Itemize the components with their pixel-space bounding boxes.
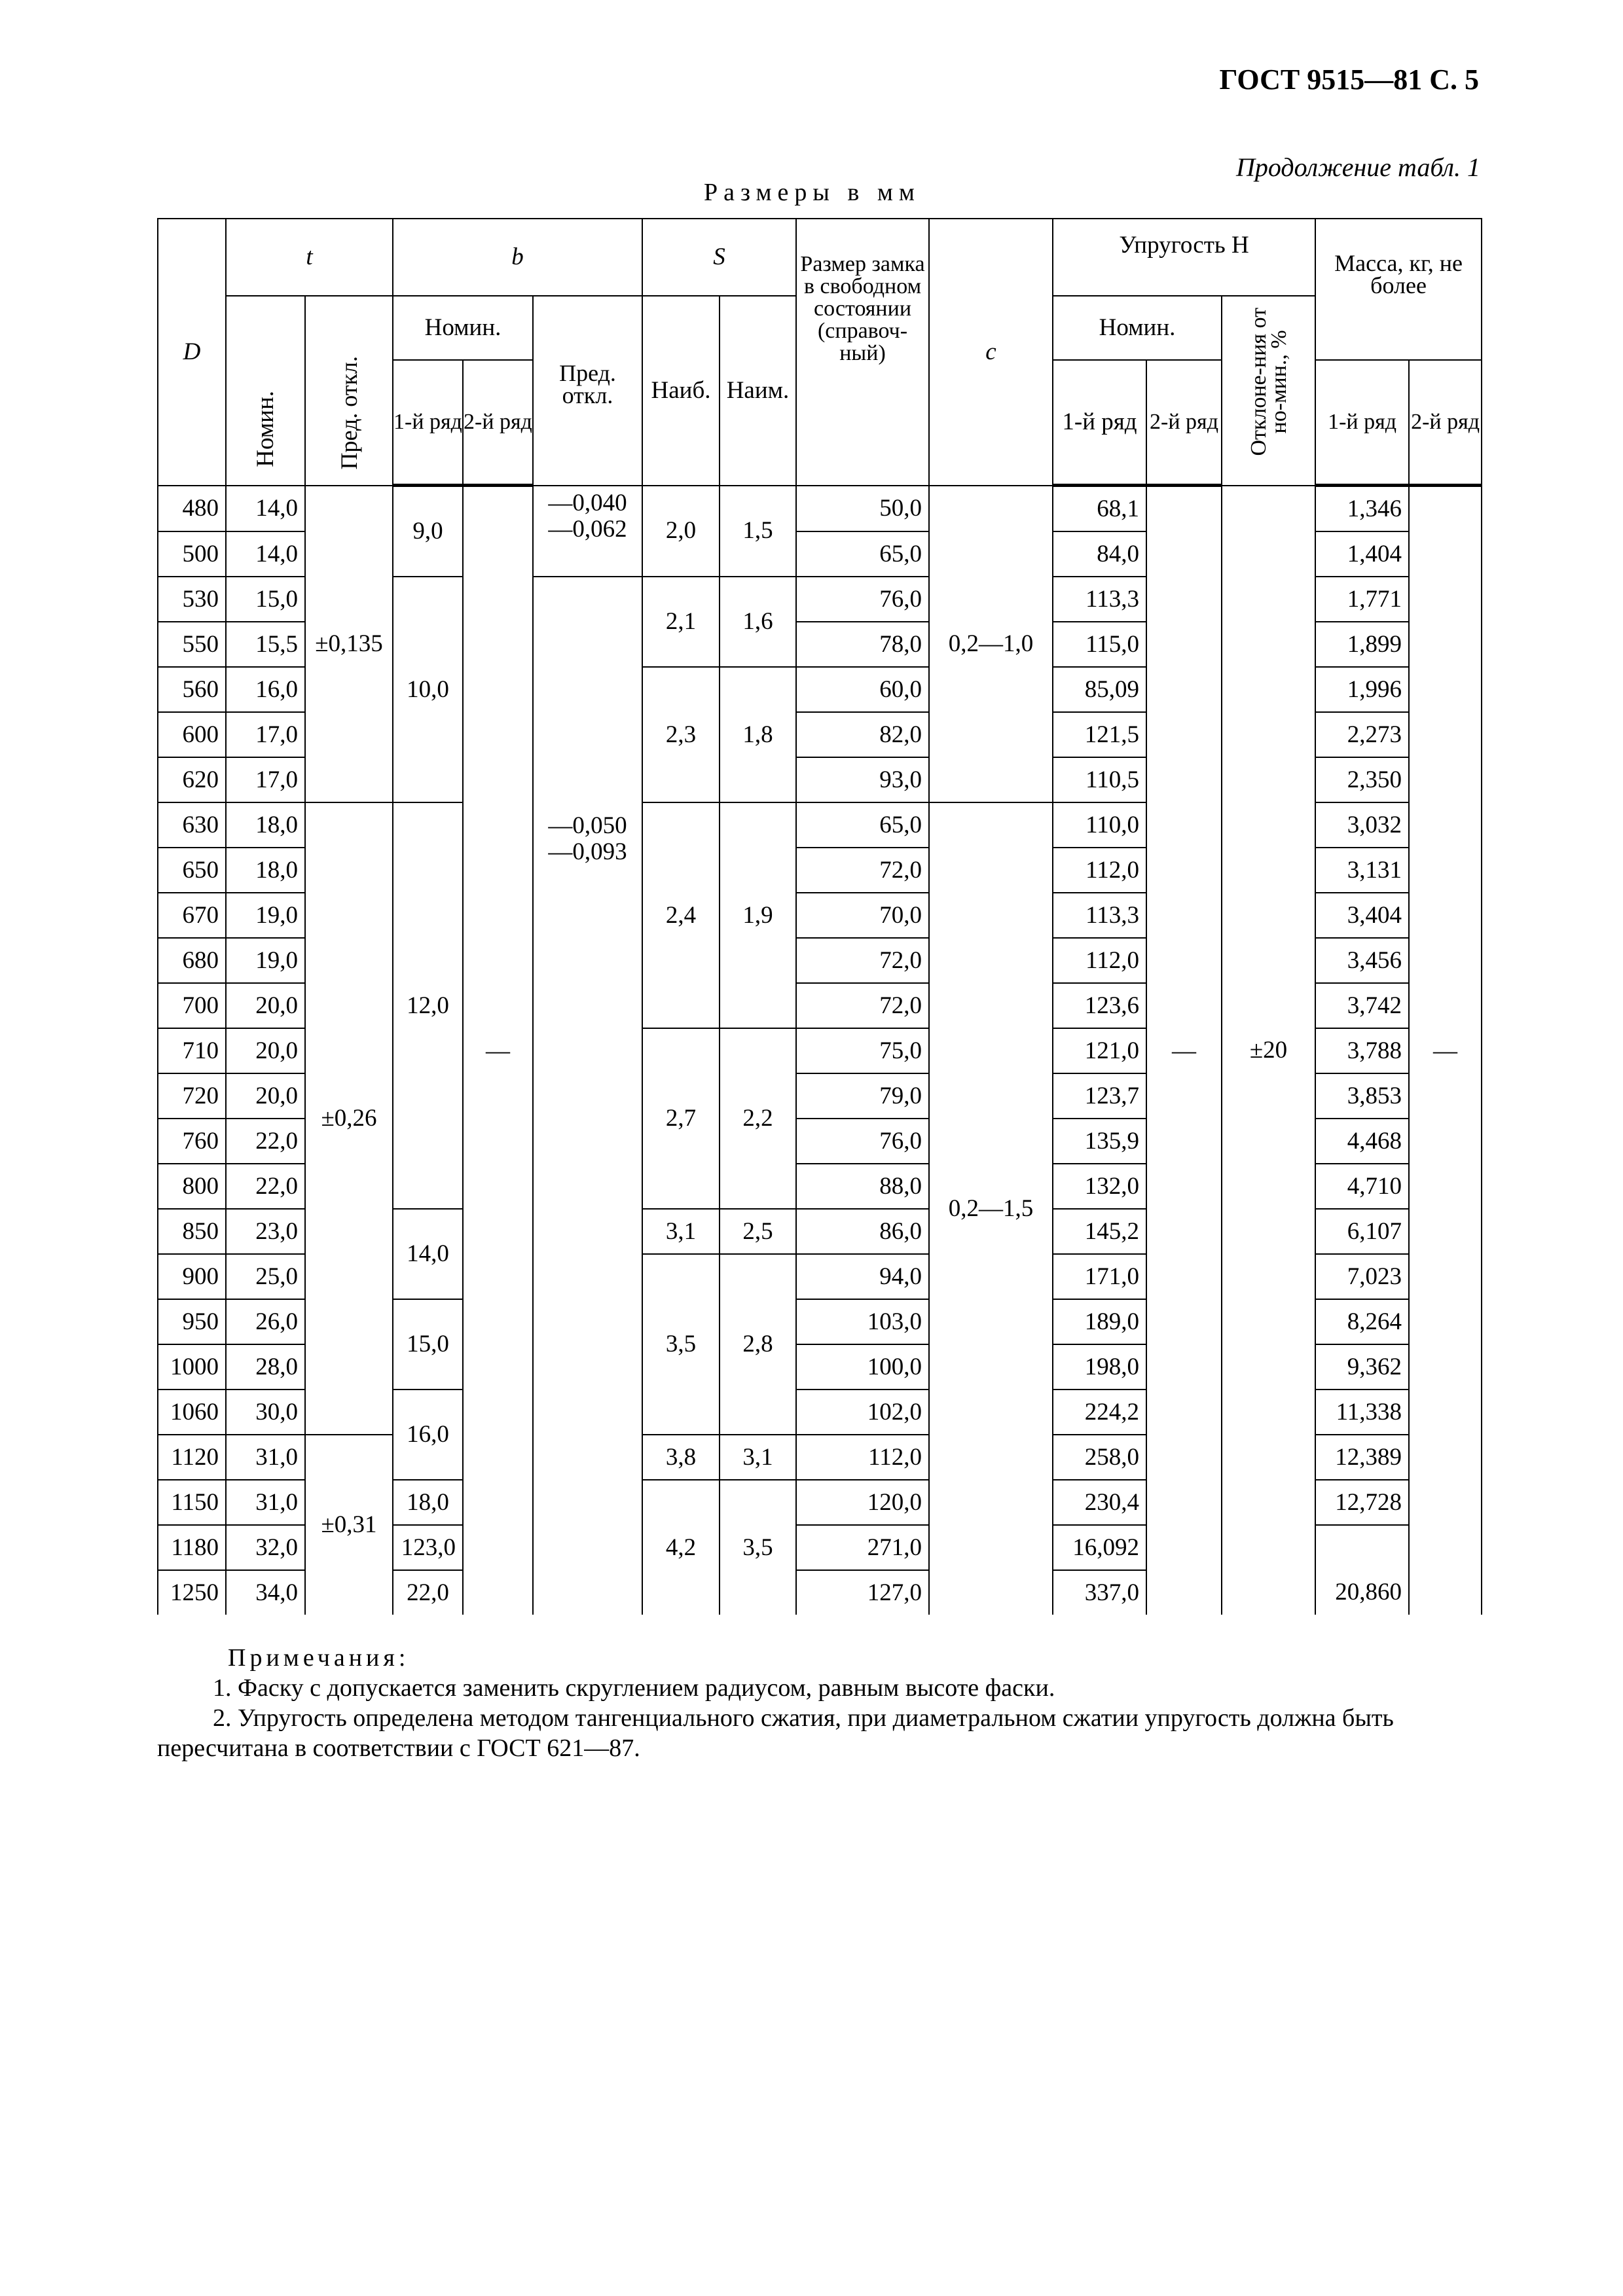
- header-elasticity-nominal: Номин.: [1053, 296, 1222, 360]
- header-b-row2: 2-й ряд: [463, 360, 533, 486]
- cell-mass-row1: 9,362: [1315, 1344, 1409, 1390]
- cell-mass-row1: 2,350: [1315, 757, 1409, 802]
- cell-D: 720: [158, 1073, 226, 1119]
- cell-mass-row1: 3,404: [1315, 893, 1409, 938]
- cell-elasticity-row1: 132,0: [1053, 1164, 1146, 1209]
- cell-t-nominal: 17,0: [226, 712, 305, 757]
- cell-lock-size: 60,0: [796, 667, 929, 712]
- cell-t-tolerance: ±0,26: [305, 802, 393, 1435]
- cell-mass-row1: 3,032: [1315, 802, 1409, 848]
- cell-S-max: 2,3: [642, 667, 720, 802]
- cell-t-nominal: 23,0: [226, 1209, 305, 1254]
- header-b-row1: 1-й ряд: [393, 360, 463, 486]
- cell-mass-row1: 12,728: [1315, 1480, 1409, 1525]
- cell-mass-row1: 8,264: [1315, 1299, 1409, 1344]
- cell-mass-row1: 1,404: [1315, 531, 1409, 577]
- cell-elasticity-row1: 224,2: [1053, 1390, 1146, 1435]
- cell-mass-row1: 6,107: [1315, 1209, 1409, 1254]
- header-elasticity: Упругость Н: [1053, 219, 1315, 296]
- cell-S-min: 1,5: [720, 486, 796, 577]
- cell-mass-row1: 3,456: [1315, 938, 1409, 983]
- cell-b-row1: 16,0: [393, 1390, 463, 1480]
- header-t-tolerance: Пред. откл.: [305, 296, 393, 486]
- header-deviation: Отклоне-ния от но-мин., %: [1222, 296, 1315, 486]
- cell-S-min: 3,1: [720, 1435, 796, 1480]
- cell-D: 1180: [158, 1525, 226, 1570]
- cell-S-max: 2,1: [642, 577, 720, 667]
- cell-b-row1: 12,0: [393, 802, 463, 1209]
- cell-elasticity-row1: 121,0: [1053, 1028, 1146, 1073]
- notes-title: Примечания:: [228, 1644, 410, 1672]
- cell-t-nominal: 14,0: [226, 486, 305, 532]
- cell-D: 1120: [158, 1435, 226, 1480]
- cell-S-max: 4,2: [642, 1480, 720, 1615]
- cell-D: 480: [158, 486, 226, 532]
- cell-mass-row1: 3,788: [1315, 1028, 1409, 1073]
- cell-mass-row2: —: [1409, 486, 1482, 1615]
- cell-t-tolerance: ±0,31: [305, 1435, 393, 1615]
- header-b-tolerance: Пред. откл.: [533, 296, 642, 486]
- cell-t-nominal: 18,0: [226, 802, 305, 848]
- cell-t-nominal: 31,0: [226, 1480, 305, 1525]
- cell-D: 1060: [158, 1390, 226, 1435]
- cell-elasticity-row1: 135,9: [1053, 1119, 1146, 1164]
- cell-b-row1: 18,0: [393, 1480, 463, 1525]
- cell-mass-row1: 11,338: [1315, 1390, 1409, 1435]
- cell-mass-row1: 12,389: [1315, 1435, 1409, 1480]
- cell-elasticity-row1: 113,3: [1053, 577, 1146, 622]
- cell-elasticity-row1: 337,0: [1053, 1570, 1146, 1615]
- header-D: D: [158, 219, 226, 486]
- cell-D: 1250: [158, 1570, 226, 1615]
- cell-D: 650: [158, 848, 226, 893]
- cell-mass-row1: 2,273: [1315, 712, 1409, 757]
- notes-block: [157, 1643, 1482, 1763]
- cell-lock-size: 123,0: [393, 1525, 463, 1570]
- cell-S-min: 1,9: [720, 802, 796, 1028]
- cell-S-max: 2,0: [642, 486, 720, 577]
- cell-S-max: 2,4: [642, 802, 720, 1028]
- cell-lock-size: 70,0: [796, 893, 929, 938]
- cell-deviation: ±20: [1222, 486, 1315, 1615]
- cell-b-row1: 10,0: [393, 577, 463, 802]
- cell-S-min: 2,8: [720, 1254, 796, 1435]
- cell-elasticity-row1: 112,0: [1053, 848, 1146, 893]
- header-S: S: [642, 219, 796, 296]
- cell-lock-size: 100,0: [796, 1344, 929, 1390]
- cell-D: 800: [158, 1164, 226, 1209]
- cell-b-row2: —: [463, 486, 533, 1615]
- cell-S-min: 2,2: [720, 1028, 796, 1209]
- dimensions-table: [157, 218, 1482, 1615]
- cell-mass-row1: 20,860: [1315, 1570, 1409, 1615]
- cell-t-nominal: 26,0: [226, 1299, 305, 1344]
- cell-elasticity-row1: 85,09: [1053, 667, 1146, 712]
- cell-mass-row1: 4,710: [1315, 1164, 1409, 1209]
- cell-S-min: 3,5: [720, 1480, 796, 1615]
- cell-D: 700: [158, 983, 226, 1028]
- cell-D: 560: [158, 667, 226, 712]
- dimensions-table-container: [157, 218, 1481, 1615]
- cell-t-nominal: 30,0: [226, 1390, 305, 1435]
- cell-mass-row1: 1,996: [1315, 667, 1409, 712]
- cell-D: 630: [158, 802, 226, 848]
- cell-t-nominal: 31,0: [226, 1435, 305, 1480]
- cell-S-min: 1,6: [720, 577, 796, 667]
- cell-t-nominal: 34,0: [226, 1570, 305, 1615]
- cell-b-tolerance: —0,040 —0,062: [533, 486, 642, 577]
- cell-c: 0,2—1,5: [929, 802, 1053, 1615]
- cell-mass-row1: 1,346: [1315, 486, 1409, 532]
- header-c: c: [929, 219, 1053, 486]
- cell-D: 530: [158, 577, 226, 622]
- header-elasticity-row1: 1-й ряд: [1053, 360, 1146, 486]
- cell-t-nominal: 16,0: [226, 667, 305, 712]
- cell-b-row1: 15,0: [393, 1299, 463, 1390]
- cell-t-nominal: 19,0: [226, 938, 305, 983]
- cell-S-max: 2,7: [642, 1028, 720, 1209]
- cell-elasticity-row1: 230,4: [1053, 1480, 1146, 1525]
- cell-lock-size: 76,0: [796, 1119, 929, 1164]
- cell-S-min: 1,8: [720, 667, 796, 802]
- cell-elasticity-row1: 271,0: [796, 1525, 929, 1570]
- table-continuation-label: Продолжение табл. 1: [1235, 152, 1480, 182]
- cell-elasticity-row1: 123,7: [1053, 1073, 1146, 1119]
- cell-elasticity-row1: 110,5: [1053, 757, 1146, 802]
- cell-elasticity-row1: 145,2: [1053, 1209, 1146, 1254]
- cell-lock-size: 127,0: [796, 1570, 929, 1615]
- cell-lock-size: 93,0: [796, 757, 929, 802]
- cell-elasticity-row2: —: [1146, 486, 1222, 1615]
- table-row: [158, 486, 1482, 532]
- cell-D: 1150: [158, 1480, 226, 1525]
- cell-lock-size: 94,0: [796, 1254, 929, 1299]
- header-lock-size: Размер замка в свободном состоянии (справоч-ный): [796, 219, 929, 486]
- cell-D: 950: [158, 1299, 226, 1344]
- cell-elasticity-row1: 258,0: [1053, 1435, 1146, 1480]
- cell-t-nominal: 28,0: [226, 1344, 305, 1390]
- cell-D: 710: [158, 1028, 226, 1073]
- cell-lock-size: 86,0: [796, 1209, 929, 1254]
- cell-t-nominal: 22,0: [226, 1164, 305, 1209]
- cell-lock-size: 72,0: [796, 848, 929, 893]
- header-mass: Масса, кг, не более: [1315, 219, 1482, 360]
- cell-elasticity-row1: 68,1: [1053, 486, 1146, 532]
- cell-t-nominal: 22,0: [226, 1119, 305, 1164]
- units-caption: Размеры в мм: [704, 179, 921, 206]
- cell-D: 760: [158, 1119, 226, 1164]
- cell-lock-size: 82,0: [796, 712, 929, 757]
- cell-b-row1: 14,0: [393, 1209, 463, 1299]
- cell-D: 850: [158, 1209, 226, 1254]
- cell-D: 1000: [158, 1344, 226, 1390]
- cell-S-min: 2,5: [720, 1209, 796, 1254]
- cell-mass-row1: 16,092: [1053, 1525, 1146, 1570]
- cell-lock-size: 65,0: [796, 802, 929, 848]
- header-elasticity-row2: 2-й ряд: [1146, 360, 1222, 486]
- cell-t-nominal: 20,0: [226, 1073, 305, 1119]
- page-header: ГОСТ 9515—81 С. 5: [1219, 63, 1479, 96]
- cell-lock-size: 76,0: [796, 577, 929, 622]
- cell-t-nominal: 25,0: [226, 1254, 305, 1299]
- cell-mass-row1: 1,899: [1315, 622, 1409, 667]
- cell-elasticity-row1: 121,5: [1053, 712, 1146, 757]
- note-1: 1. Фаску c допускается заменить скруглением радиусом, равным высоте фаски.: [213, 1674, 1055, 1702]
- cell-c: 0,2—1,0: [929, 486, 1053, 803]
- cell-D: 550: [158, 622, 226, 667]
- cell-lock-size: 75,0: [796, 1028, 929, 1073]
- cell-lock-size: 102,0: [796, 1390, 929, 1435]
- cell-t-nominal: 14,0: [226, 531, 305, 577]
- cell-t-tolerance: ±0,135: [305, 486, 393, 803]
- cell-b-tolerance: —0,050 —0,093: [533, 577, 642, 1615]
- cell-b-row1: 9,0: [393, 486, 463, 577]
- header-S-min: Наим.: [720, 296, 796, 486]
- cell-t-nominal: 18,0: [226, 848, 305, 893]
- cell-elasticity-row1: 198,0: [1053, 1344, 1146, 1390]
- cell-S-max: 3,1: [642, 1209, 720, 1254]
- cell-elasticity-row1: 84,0: [1053, 531, 1146, 577]
- cell-lock-size: 112,0: [796, 1435, 929, 1480]
- cell-elasticity-row1: 110,0: [1053, 802, 1146, 848]
- cell-t-nominal: 20,0: [226, 1028, 305, 1073]
- cell-mass-row1: 1,771: [1315, 577, 1409, 622]
- cell-mass-row1: 3,853: [1315, 1073, 1409, 1119]
- header-b: b: [393, 219, 642, 296]
- cell-elasticity-row1: 112,0: [1053, 938, 1146, 983]
- cell-D: 600: [158, 712, 226, 757]
- header-b-nominal: Номин.: [393, 296, 533, 360]
- cell-elasticity-row1: 189,0: [1053, 1299, 1146, 1344]
- cell-lock-size: 65,0: [796, 531, 929, 577]
- cell-lock-size: 50,0: [796, 486, 929, 532]
- header-S-max: Наиб.: [642, 296, 720, 486]
- cell-t-nominal: 32,0: [226, 1525, 305, 1570]
- cell-mass-row1: 3,131: [1315, 848, 1409, 893]
- cell-D: 900: [158, 1254, 226, 1299]
- cell-lock-size: 79,0: [796, 1073, 929, 1119]
- cell-D: 500: [158, 531, 226, 577]
- cell-lock-size: 72,0: [796, 983, 929, 1028]
- cell-D: 670: [158, 893, 226, 938]
- cell-D: 620: [158, 757, 226, 802]
- note-2: 2. Упругость определена методом тангенциального сжатия, при диаметральном сжатии упругость должна быть пересчитана в соответствии с ГОСТ 621—87.: [157, 1704, 1394, 1762]
- cell-lock-size: 103,0: [796, 1299, 929, 1344]
- cell-t-nominal: 15,0: [226, 577, 305, 622]
- cell-D: 680: [158, 938, 226, 983]
- cell-mass-row1: 4,468: [1315, 1119, 1409, 1164]
- cell-lock-size: 78,0: [796, 622, 929, 667]
- cell-elasticity-row1: 115,0: [1053, 622, 1146, 667]
- cell-lock-size: 88,0: [796, 1164, 929, 1209]
- cell-S-max: 3,8: [642, 1435, 720, 1480]
- header-t-nominal: Номин.: [226, 296, 305, 486]
- cell-t-nominal: 17,0: [226, 757, 305, 802]
- cell-S-max: 3,5: [642, 1254, 720, 1435]
- cell-elasticity-row1: 113,3: [1053, 893, 1146, 938]
- header-mass-row2: 2-й ряд: [1409, 360, 1482, 486]
- cell-lock-size: 120,0: [796, 1480, 929, 1525]
- header-mass-row1: 1-й ряд: [1315, 360, 1409, 486]
- cell-mass-row1: 3,742: [1315, 983, 1409, 1028]
- cell-t-nominal: 20,0: [226, 983, 305, 1028]
- cell-elasticity-row1: 123,6: [1053, 983, 1146, 1028]
- cell-lock-size: 72,0: [796, 938, 929, 983]
- cell-t-nominal: 15,5: [226, 622, 305, 667]
- cell-t-nominal: 19,0: [226, 893, 305, 938]
- cell-mass-row1: 7,023: [1315, 1254, 1409, 1299]
- table-body: [158, 486, 1482, 1615]
- header-t: t: [226, 219, 393, 296]
- cell-b-row1: 22,0: [393, 1570, 463, 1615]
- cell-elasticity-row1: 171,0: [1053, 1254, 1146, 1299]
